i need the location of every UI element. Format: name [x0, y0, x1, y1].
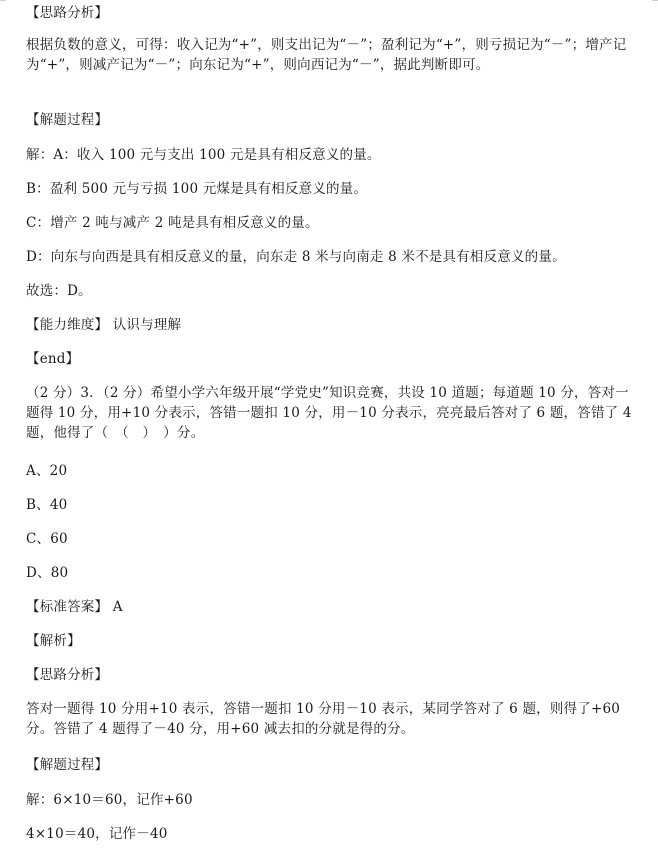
heading-analysis: 【解析】	[26, 633, 81, 649]
heading-thinking-analysis-2: 【思路分析】	[26, 667, 109, 683]
paragraph-analysis-1: 根据负数的意义，可得：收入记为“+”，则支出记为“－”；盈利记为“+”，则亏损记为“－”；增产记为“+”，则减产记为“－”；向东记为“+”，则向西记为“－”，据此判断即可。	[26, 37, 627, 73]
calc-line-2: 4×10＝40，记作－40	[26, 826, 168, 842]
heading-thinking-analysis: 【思路分析】	[26, 5, 109, 21]
option-c: C、60	[26, 531, 68, 547]
page-corner-mark-right	[652, 0, 658, 1]
solution-line-a: 解：A：收入 100 元与支出 100 元是具有相反意义的量。	[26, 147, 381, 163]
end-marker: 【end】	[26, 351, 80, 367]
solution-line-d: D：向东与向西是具有相反意义的量，向东走 8 米与向南走 8 米不是具有相反意义的量。	[26, 249, 566, 265]
heading-solution-process-2: 【解题过程】	[26, 757, 109, 773]
solution-line-c: C：增产 2 吨与减产 2 吨是具有相反意义的量。	[26, 215, 319, 231]
standard-answer: 【标准答案】 A	[26, 599, 123, 615]
heading-solution-process: 【解题过程】	[26, 112, 109, 128]
question-3: （2 分）3．（2 分）希望小学六年级开展“学党史”知识竞赛，共设 10 道题；每道题 10 分，答对一题得 10 分，用+10 分表示，答错一题扣 10 分，用－10 分表示，亮亮最后答对了 6 题，答错了 4 题，他得了（ （ ） ）分。	[26, 385, 632, 441]
option-a: A、20	[26, 463, 68, 479]
option-d: D、80	[26, 565, 69, 581]
paragraph-analysis-2: 答对一题得 10 分用+10 表示，答错一题扣 10 分用－10 表示，某同学答对了 6 题，则得了+60分。答错了 4 题得了－40 分，用+60 减去扣的分就是得的分。	[26, 701, 621, 737]
option-b: B、40	[26, 497, 68, 513]
solution-line-b: B：盈利 500 元与亏损 100 元煤是具有相反意义的量。	[26, 181, 368, 197]
page-corner-mark-left	[0, 0, 6, 1]
calc-line-1: 解：6×10＝60，记作+60	[26, 792, 193, 808]
solution-conclusion: 故选：D。	[26, 283, 92, 299]
ability-dimension: 【能力维度】 认识与理解	[26, 317, 182, 333]
